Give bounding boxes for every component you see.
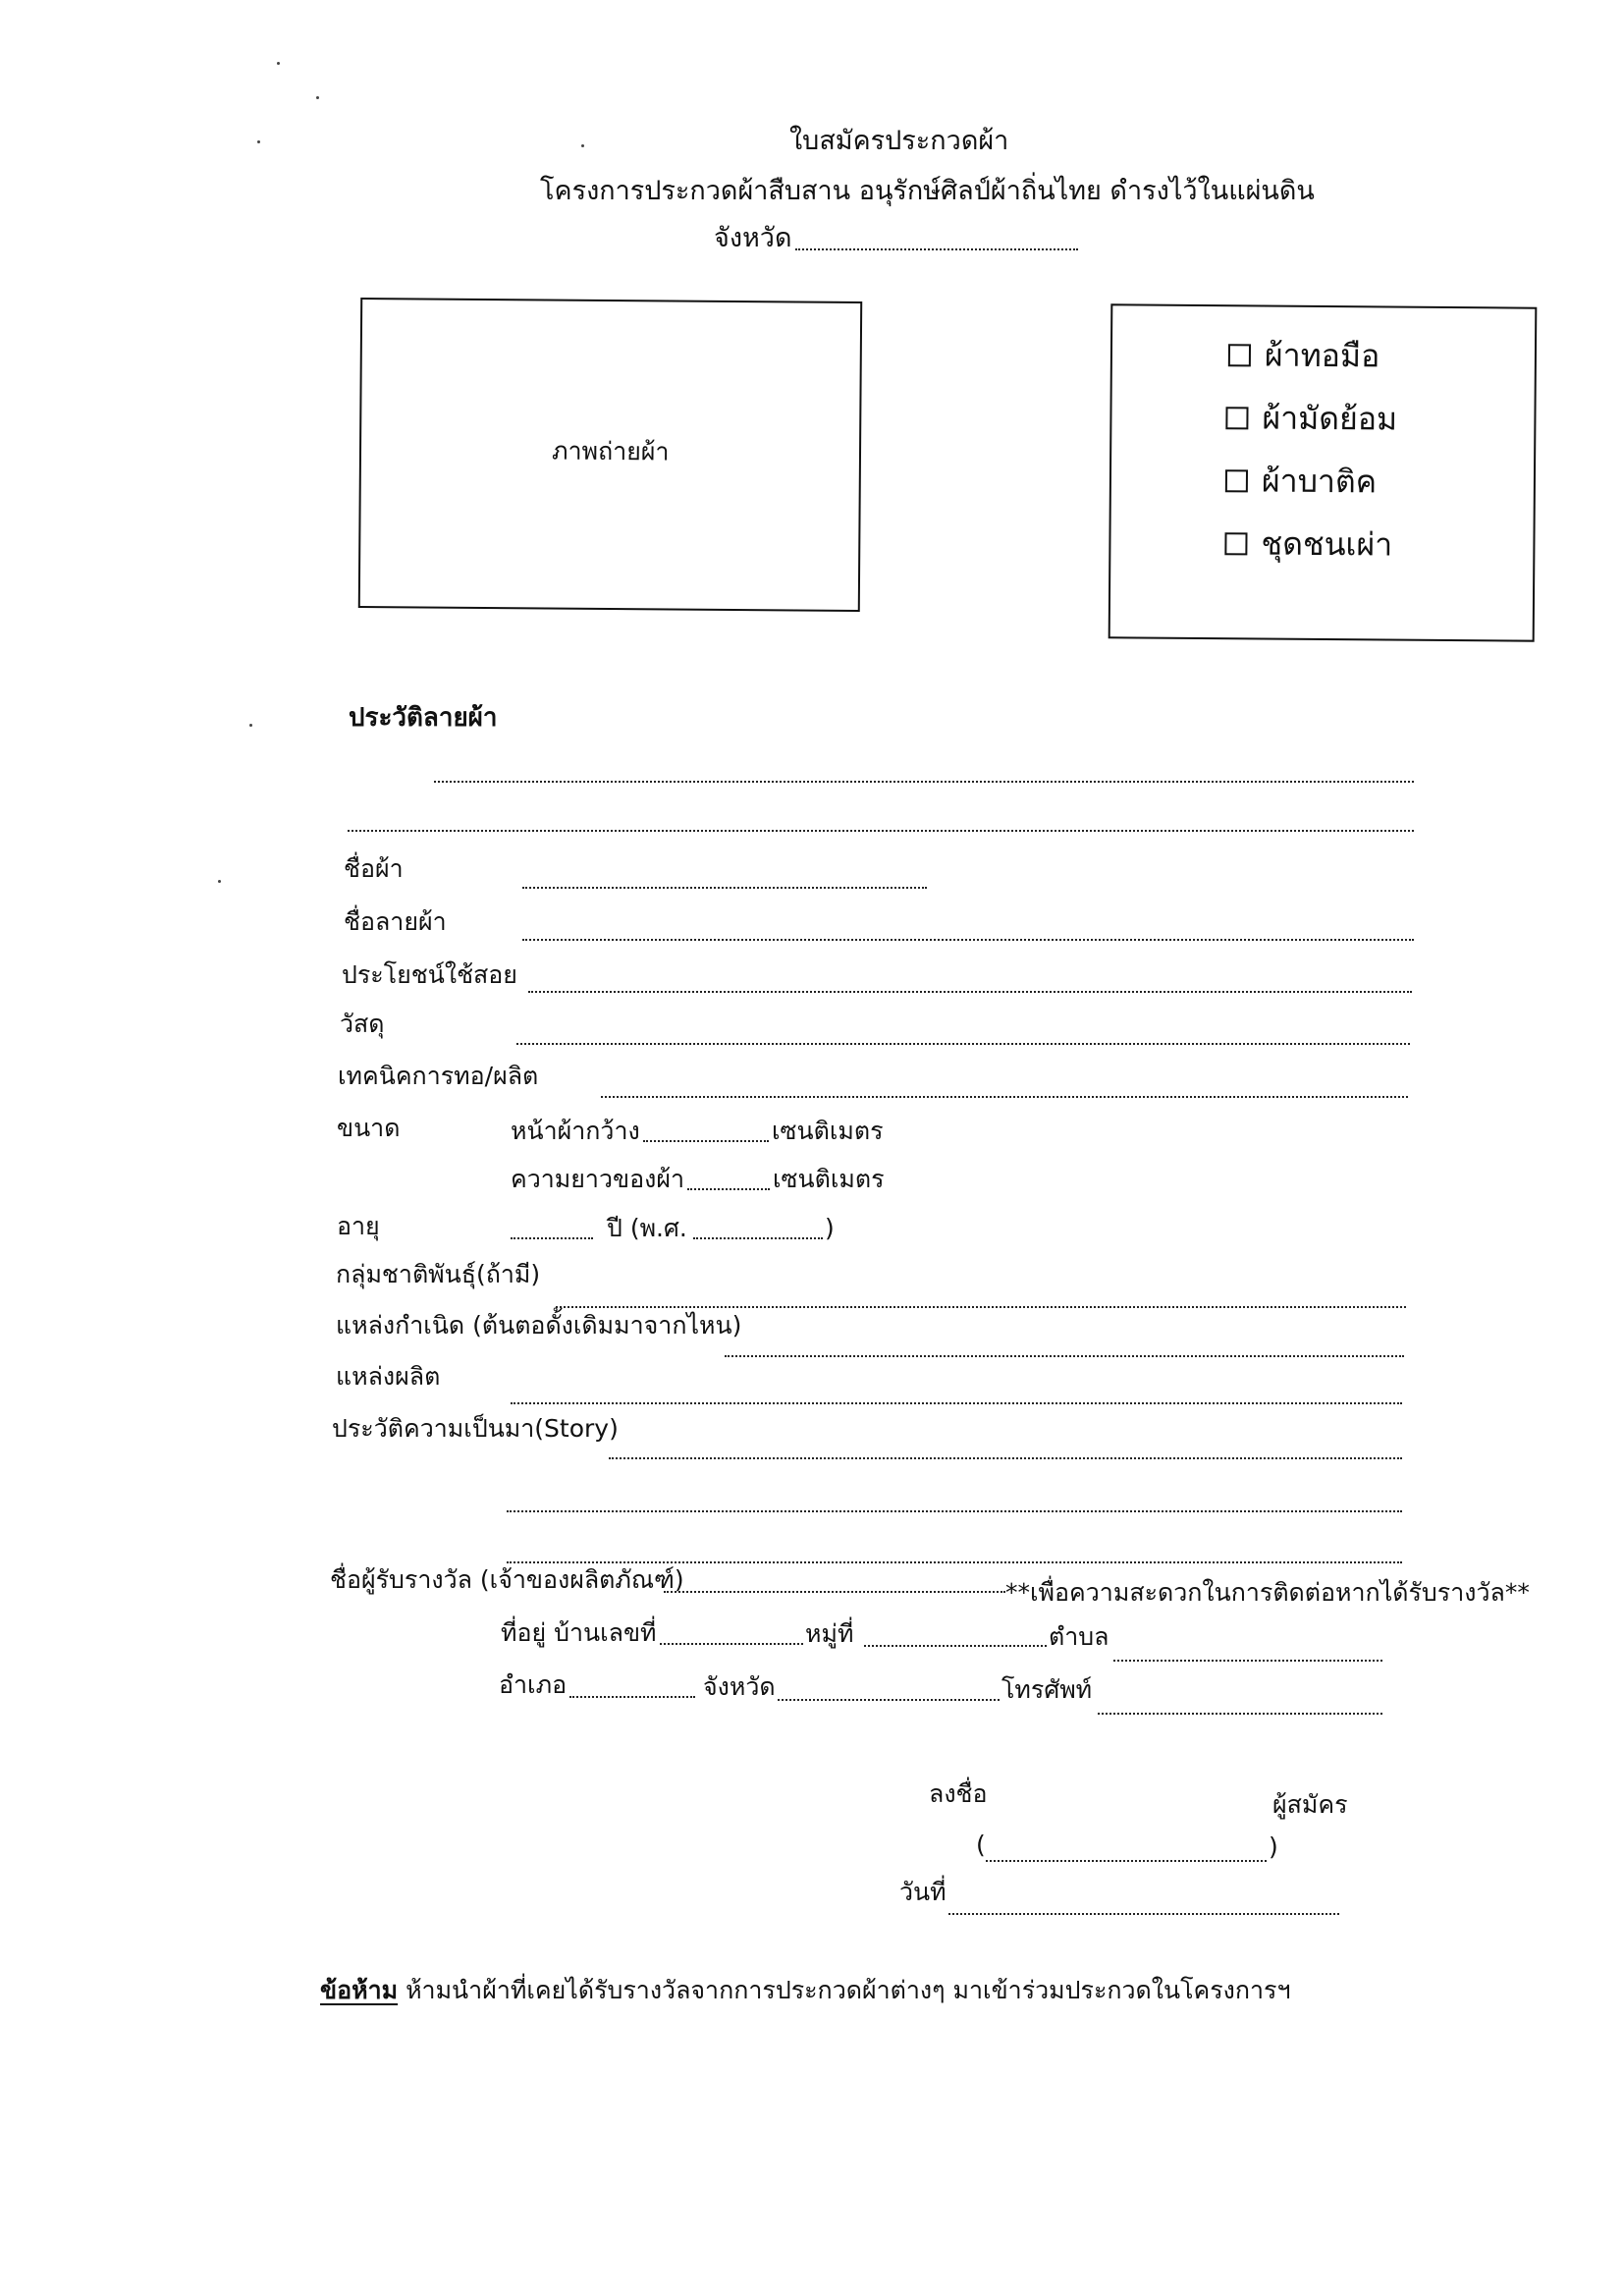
pattern-name-blank[interactable] [522, 939, 1414, 941]
usage-blank[interactable] [528, 991, 1412, 993]
province-field-blank[interactable] [778, 1699, 1000, 1701]
age-label: อายุ [337, 1212, 380, 1240]
technique-label: เทคนิคการทอ/ผลิต [338, 1062, 539, 1090]
scan-speck [277, 62, 280, 65]
scan-speck [218, 880, 221, 883]
width-unit: เซนติเมตร [772, 1117, 884, 1145]
story-blank-1[interactable] [609, 1457, 1402, 1459]
category-option-handwoven[interactable] [1228, 330, 1380, 381]
history-blank-1[interactable] [434, 781, 1414, 783]
province-blank[interactable] [795, 248, 1078, 250]
scan-speck [316, 96, 319, 99]
awardee-blank[interactable] [664, 1591, 1005, 1593]
sign-label: ลงชื่อ [929, 1779, 988, 1808]
applicant-label: ผู้สมัคร [1272, 1790, 1348, 1819]
history-blank-2[interactable] [348, 830, 1414, 832]
category-option-tie-dye[interactable] [1225, 393, 1397, 444]
story-label: ประวัติความเป็นมา(Story) [332, 1414, 619, 1443]
phone-label: โทรศัพท์ [1001, 1675, 1093, 1704]
checkbox[interactable] [1224, 532, 1247, 555]
material-blank[interactable] [516, 1043, 1410, 1045]
history-heading: ประวัติลายผ้า [349, 703, 498, 733]
length-blank[interactable] [687, 1188, 770, 1190]
fabric-name-label: ชื่อผ้า [344, 854, 404, 883]
amphoe-blank[interactable] [569, 1696, 695, 1698]
province-field-label: จังหวัด [703, 1672, 776, 1701]
origin-label: แหล่งกำเนิด (ต้นตอดั้งเดิมมาจากไหน) [336, 1311, 742, 1339]
material-label: วัสดุ [340, 1010, 385, 1038]
photo-box [358, 298, 862, 612]
scan-speck [257, 140, 260, 143]
origin-blank[interactable] [725, 1355, 1404, 1357]
scan-speck [249, 724, 252, 727]
usage-label: ประโยชน์ใช้สอย [342, 960, 517, 989]
width-blank[interactable] [643, 1140, 769, 1142]
year-blank[interactable] [693, 1237, 823, 1239]
category-label: ผ้ามัดย้อม [1262, 399, 1398, 438]
age-blank[interactable] [511, 1237, 593, 1239]
production-site-label: แหล่งผลิต [336, 1362, 441, 1391]
photo-label: ภาพถ่ายผ้า [551, 436, 670, 466]
scan-speck [581, 144, 584, 147]
prohibition-note [320, 1978, 1291, 2002]
sign-open-paren: ( [976, 1831, 986, 1859]
production-site-blank[interactable] [511, 1402, 1402, 1404]
amphoe-label: อำเภอ [499, 1670, 568, 1699]
prohibition-label: ข้อห้าม [320, 1976, 399, 2004]
length-label: ความยาวของผ้า [511, 1165, 685, 1193]
awardee-label: ชื่อผู้รับรางวัล (เจ้าของผลิตภัณฑ์) [330, 1565, 684, 1594]
moo-blank[interactable] [864, 1645, 1047, 1647]
printed-name-blank[interactable] [986, 1860, 1267, 1862]
category-label: ผ้าทอมือ [1264, 336, 1380, 375]
story-blank-3[interactable] [507, 1561, 1402, 1563]
year-label: ปี (พ.ศ. [607, 1214, 687, 1242]
tambon-blank[interactable] [1113, 1660, 1382, 1662]
checkbox[interactable] [1228, 344, 1251, 366]
address-label: ที่อยู่ บ้านเลขที่ [501, 1618, 657, 1647]
awardee-note: **เพื่อความสะดวกในการติดต่อหากได้รับรางวัล** [1005, 1578, 1530, 1607]
technique-blank[interactable] [601, 1096, 1408, 1098]
sign-close-paren: ) [1269, 1832, 1278, 1861]
year-close: ) [825, 1214, 835, 1242]
category-label: ผ้าบาติค [1261, 462, 1378, 501]
size-label: ขนาด [337, 1114, 401, 1142]
ethnic-group-label: กลุ่มชาติพันธุ์(ถ้ามี) [336, 1260, 541, 1288]
category-box [1109, 303, 1538, 641]
tambon-label: ตำบล [1049, 1622, 1109, 1651]
fabric-name-blank[interactable] [522, 887, 927, 889]
ethnic-group-blank[interactable] [556, 1306, 1406, 1308]
house-number-blank[interactable] [660, 1643, 803, 1645]
moo-label: หมู่ที่ [805, 1619, 854, 1648]
length-unit: เซนติเมตร [773, 1165, 885, 1193]
story-blank-2[interactable] [507, 1510, 1402, 1512]
category-label: ชุดชนเผ่า [1261, 524, 1393, 564]
width-label: หน้าผ้ากว้าง [511, 1117, 640, 1145]
checkbox[interactable] [1225, 469, 1248, 492]
province-label: จังหวัด [714, 223, 792, 253]
category-option-batik[interactable] [1225, 456, 1378, 507]
checkbox[interactable] [1225, 407, 1248, 429]
category-option-tribal-costume[interactable] [1224, 519, 1392, 570]
phone-blank[interactable] [1098, 1713, 1382, 1715]
date-blank[interactable] [948, 1913, 1339, 1915]
form-title: ใบสมัครประกวดผ้า [789, 126, 1009, 156]
prohibition-text: ห้ามนำผ้าที่เคยได้รับรางวัลจากการประกวดผ้าต่างๆ มาเข้าร่วมประกวดในโครงการฯ [406, 1976, 1291, 2004]
date-label: วันที่ [899, 1878, 947, 1906]
project-subtitle: โครงการประกวดผ้าสืบสาน อนุรักษ์ศิลป์ผ้าถิ่นไทย ดำรงไว้ในแผ่นดิน [540, 176, 1315, 206]
pattern-name-label: ชื่อลายผ้า [344, 907, 447, 936]
